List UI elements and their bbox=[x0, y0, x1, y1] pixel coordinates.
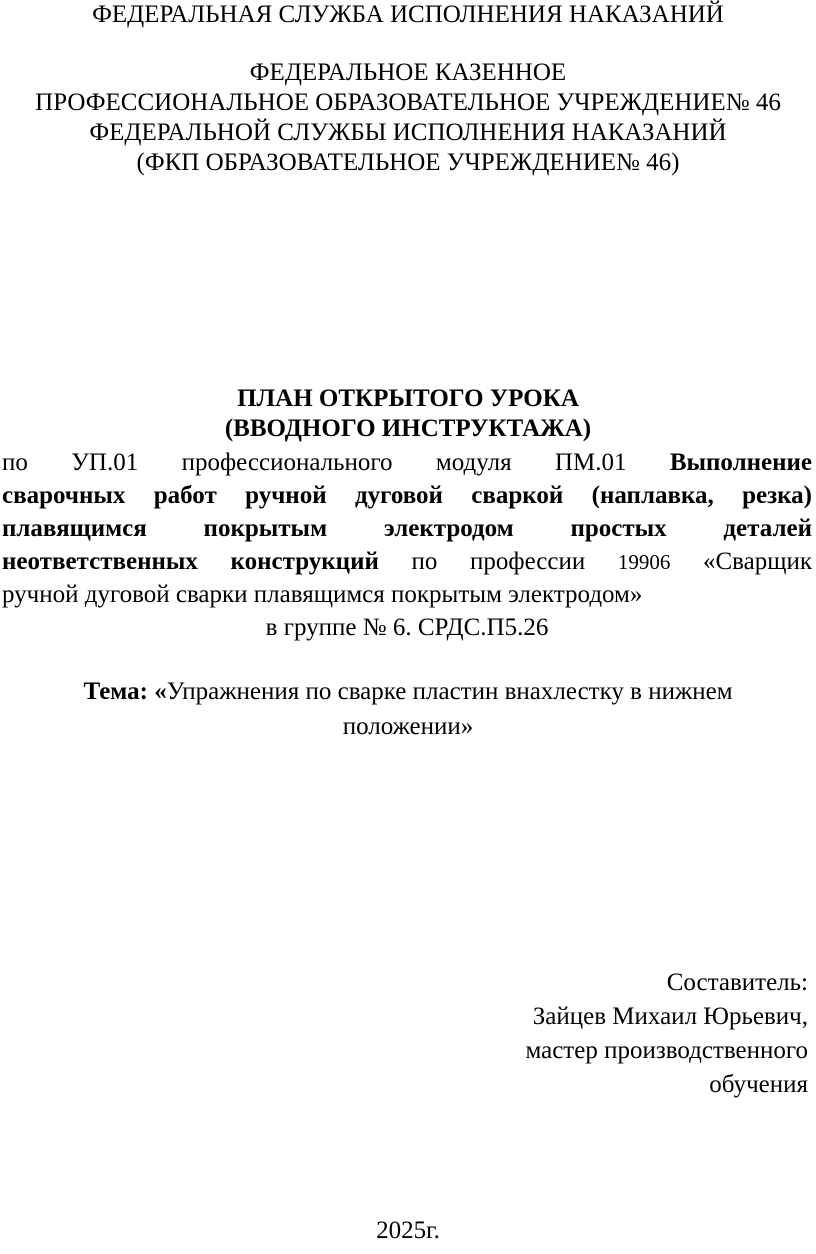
plan-line-1 bbox=[2, 446, 812, 479]
profession-label: по профессии bbox=[411, 548, 586, 575]
plan-module-text: по УП.01 профессионального модуля ПМ.01 bbox=[2, 449, 627, 476]
plan-title-line-1: ПЛАН ОТКРЫТОГО УРОКА bbox=[237, 385, 579, 412]
topic-line-2: положении» bbox=[342, 713, 474, 740]
org-name: ФЕДЕРАЛЬНАЯ СЛУЖБА ИСПОЛНЕНИЯ НАКАЗАНИЙ bbox=[92, 1, 724, 28]
plan-line-2: сварочных работ ручной дуговой сваркой (наплавка, резка) bbox=[2, 482, 812, 509]
topic-line-1 bbox=[0, 674, 816, 709]
institution-line-1: ФЕДЕРАЛЬНОЕ КАЗЕННОЕ bbox=[249, 59, 567, 86]
author-block bbox=[0, 966, 808, 1102]
organization-header bbox=[0, 0, 816, 30]
profession-name-start: «Сварщик bbox=[702, 548, 812, 575]
topic-label: Тема: « bbox=[83, 678, 167, 705]
plan-module-title-start: Выполнение bbox=[669, 449, 813, 476]
group-info: в группе № 6. СРДС.П5.26 bbox=[265, 614, 549, 641]
author-position-line-1: мастер производственного bbox=[525, 1037, 808, 1064]
plan-title bbox=[0, 384, 816, 444]
institution-line-4: (ФКП ОБРАЗОВАТЕЛЬНОЕ УЧРЕЖДЕНИЕ№ 46) bbox=[136, 149, 680, 176]
author-name: Зайцев Михаил Юрьевич, bbox=[532, 1003, 808, 1030]
document-year bbox=[0, 1216, 816, 1246]
year-text: 2025г. bbox=[376, 1217, 440, 1244]
plan-title-line-2: (ВВОДНОГО ИНСТРУКТАЖА) bbox=[224, 415, 592, 442]
author-role-label: Составитель: bbox=[666, 969, 808, 996]
plan-description bbox=[2, 446, 812, 644]
plan-line-3: плавящимся покрытым электродом простых деталей bbox=[2, 515, 812, 542]
lesson-topic bbox=[0, 674, 816, 744]
institution-line-3: ФЕДЕРАЛЬНОЙ СЛУЖБЫ ИСПОЛНЕНИЯ НАКАЗАНИЙ bbox=[89, 119, 727, 146]
topic-text-1: Упражнения по сварке пластин внахлестку в нижнем bbox=[166, 678, 733, 705]
plan-module-title-end: неответственных конструкций bbox=[2, 548, 379, 575]
plan-line-5: ручной дуговой сварки плавящимся покрытым электродом» bbox=[2, 581, 643, 608]
author-position-line-2: обучения bbox=[709, 1071, 808, 1098]
plan-line-4 bbox=[2, 545, 812, 578]
institution-name bbox=[0, 58, 816, 178]
institution-line-2: ПРОФЕССИОНАЛЬНОЕ ОБРАЗОВАТЕЛЬНОЕ УЧРЕЖДЕНИЕ№ 46 bbox=[35, 89, 781, 116]
profession-code: 19906 bbox=[617, 550, 671, 574]
